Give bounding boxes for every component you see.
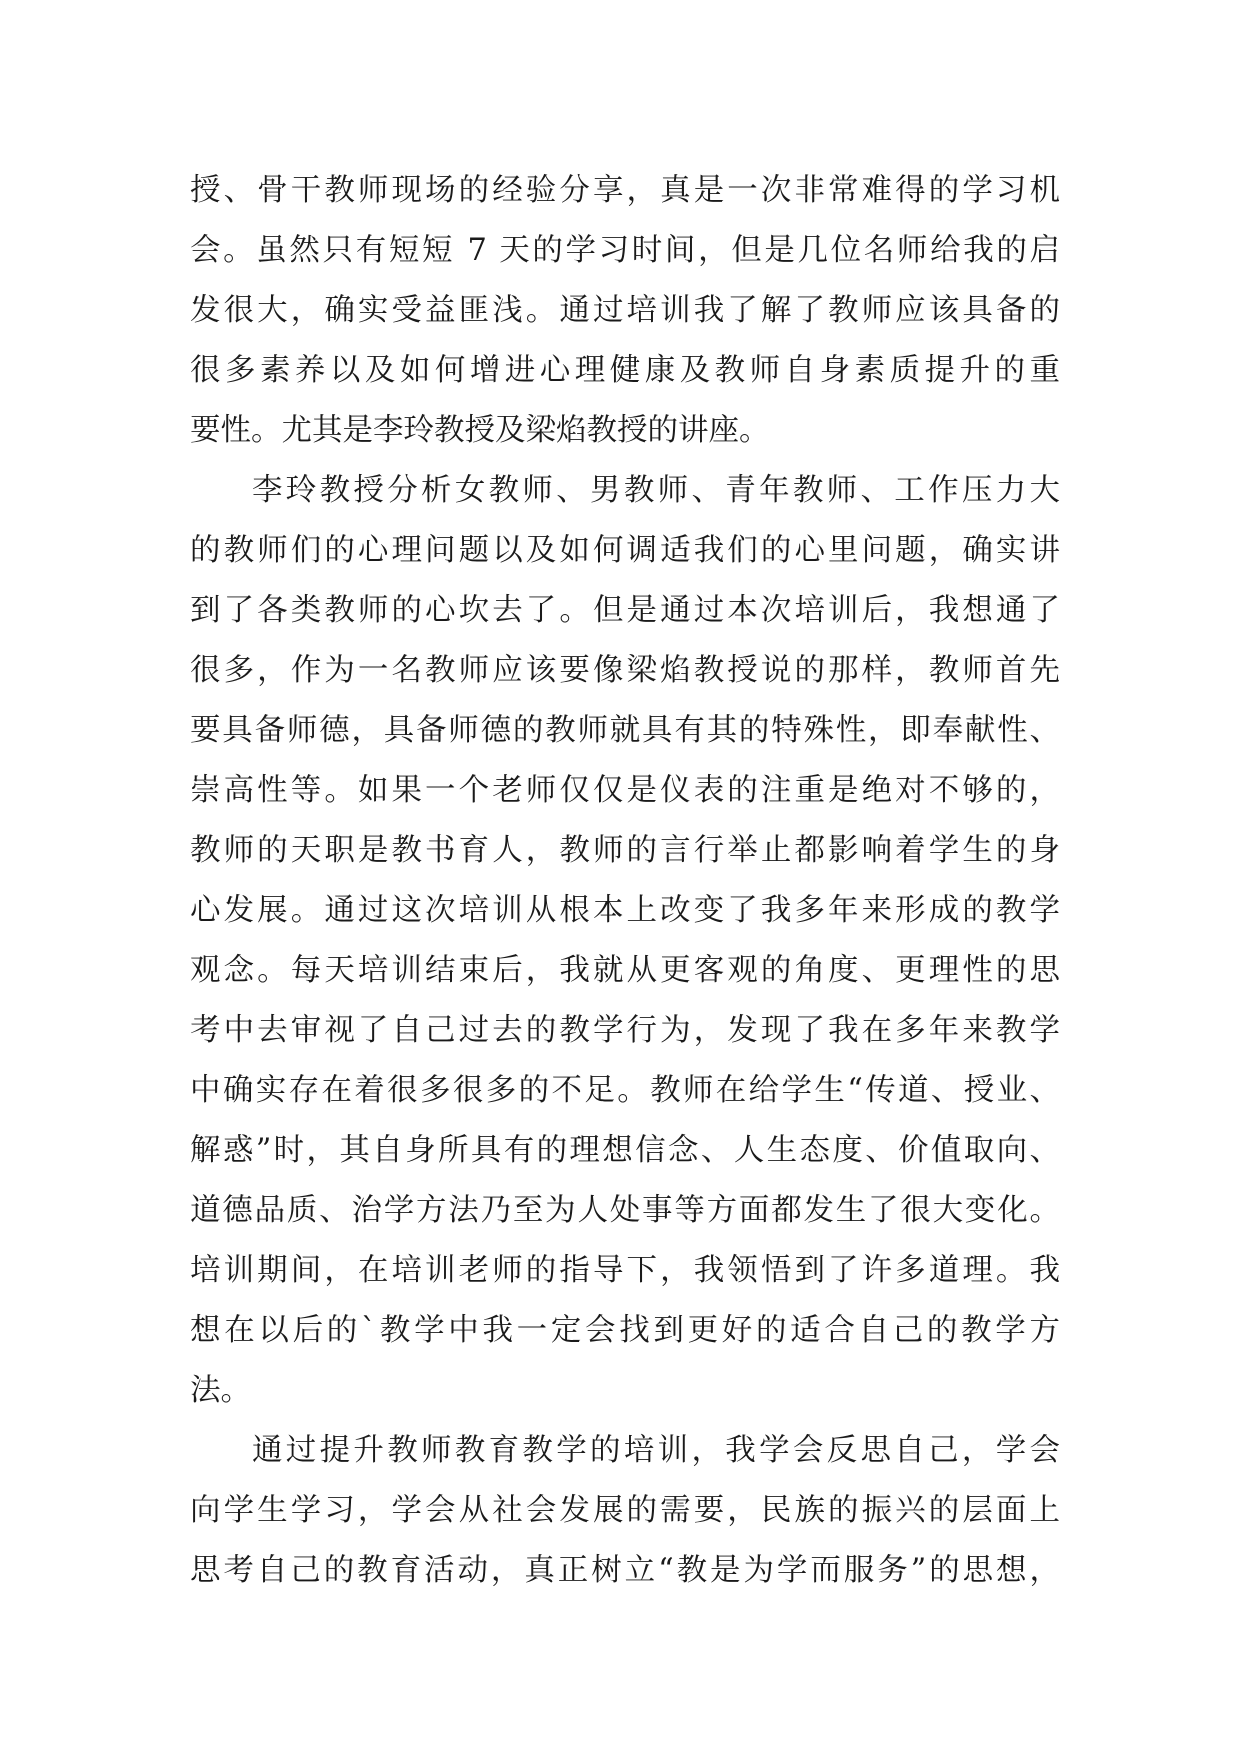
paragraph-line: 到了各类教师的心坎去了。但是通过本次培训后，我想通了 [190, 593, 1060, 628]
paragraph-line: 考中去审视了自己过去的教学行为，发现了我在多年来教学 [190, 1013, 1060, 1048]
paragraph-line: 要性。尤其是李玲教授及梁焰教授的讲座。 [190, 413, 770, 448]
paragraph-line: 心发展。通过这次培训从根本上改变了我多年来形成的教学 [190, 893, 1060, 928]
paragraph-line: 道德品质、治学方法乃至为人处事等方面都发生了很大变化。 [190, 1193, 1060, 1228]
paragraph-line: 会。虽然只有短短 7 天的学习时间，但是几位名师给我的启 [190, 233, 1060, 268]
paragraph-line: 要具备师德，具备师德的教师就具有其的特殊性，即奉献性、 [190, 713, 1060, 748]
paragraph-line: 授、骨干教师现场的经验分享，真是一次非常难得的学习机 [190, 173, 1060, 208]
paragraph-line: 向学生学习，学会从社会发展的需要，民族的振兴的层面上 [190, 1493, 1060, 1528]
paragraph-line: 发很大，确实受益匪浅。通过培训我了解了教师应该具备的 [190, 293, 1060, 328]
paragraph-line: 观念。每天培训结束后，我就从更客观的角度、更理性的思 [190, 953, 1060, 988]
paragraph-line: 培训期间，在培训老师的指导下，我领悟到了许多道理。我 [190, 1253, 1060, 1288]
paragraph-line: 法。 [190, 1373, 251, 1408]
paragraph-line: 的教师们的心理问题以及如何调适我们的心里问题，确实讲 [190, 533, 1060, 568]
paragraph-line: 很多，作为一名教师应该要像梁焰教授说的那样，教师首先 [190, 653, 1060, 688]
paragraph-line: 教师的天职是教书育人，教师的言行举止都影响着学生的身 [190, 833, 1060, 868]
paragraph-line: 通过提升教师教育教学的培训，我学会反思自己，学会 [252, 1433, 1060, 1468]
paragraph-line: 很多素养以及如何增进心理健康及教师自身素质提升的重 [190, 353, 1060, 388]
paragraph-line: 崇高性等。如果一个老师仅仅是仪表的注重是绝对不够的， [190, 773, 1060, 808]
paragraph-line: 思考自己的教育活动，真正树立“教是为学而服务”的思想， [190, 1553, 1060, 1588]
paragraph-line: 李玲教授分析女教师、男教师、青年教师、工作压力大 [252, 473, 1060, 508]
paragraph-line: 想在以后的`教学中我一定会找到更好的适合自己的教学方 [190, 1313, 1060, 1348]
paragraph-line: 中确实存在着很多很多的不足。教师在给学生“传道、授业、 [190, 1073, 1060, 1108]
paragraph-line: 解惑”时，其自身所具有的理想信念、人生态度、价值取向、 [190, 1133, 1060, 1168]
